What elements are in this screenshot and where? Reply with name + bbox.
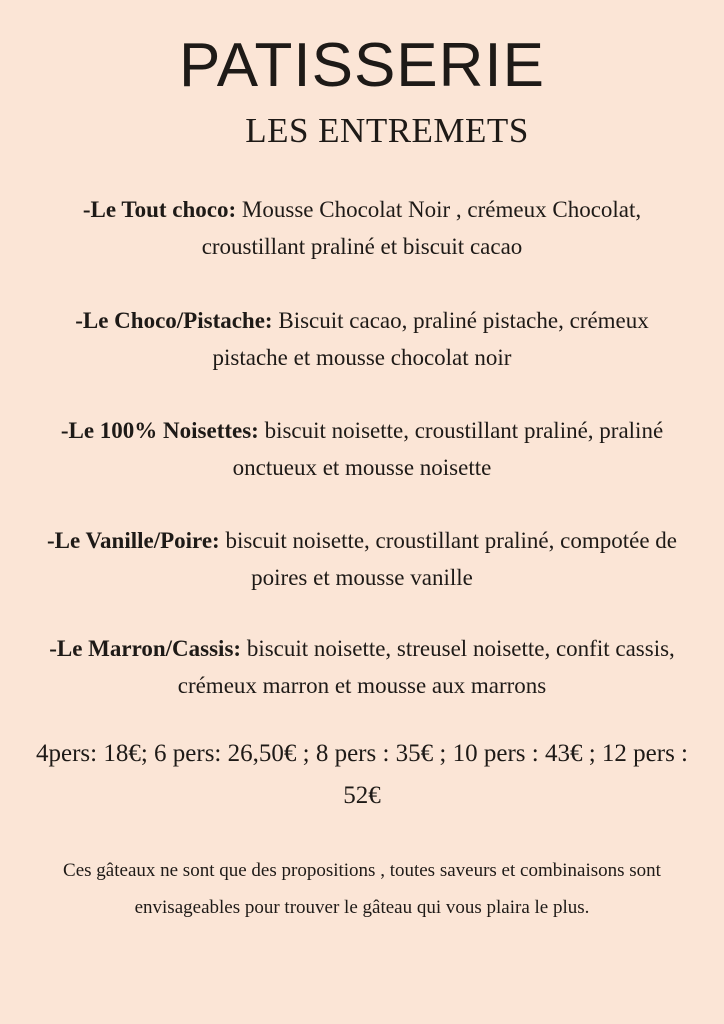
menu-item-noisettes bbox=[40, 412, 684, 486]
menu-item-name: -Le Tout choco: bbox=[82, 197, 237, 222]
menu-item-choco-pistache bbox=[40, 302, 684, 376]
menu-item-description: biscuit noisette, croustillant praliné, compotée de poires et mousse vanille bbox=[225, 528, 678, 590]
menu-item-name: -Le Choco/Pistache: bbox=[75, 308, 273, 333]
menu-item-marron-cassis bbox=[40, 630, 684, 704]
menu-item-description: biscuit noisette, streusel noisette, confit cassis, crémeux marron et mousse aux marrons bbox=[177, 636, 675, 698]
menu-item-description: Mousse Chocolat Noir , crémeux Chocolat, croustillant praliné et biscuit cacao bbox=[201, 197, 642, 259]
footer-note: Ces gâteaux ne sont que des propositions , toutes saveurs et combinaisons sont envisageables pour trouver le gâteau qui vous plaira le plus. bbox=[63, 860, 661, 918]
section-subtitle: LES ENTREMETS bbox=[245, 111, 529, 150]
menu-item-description: biscuit noisette, croustillant praliné, praliné onctueux et mousse noisette bbox=[232, 418, 664, 480]
price-list: 4pers: 18€; 6 pers: 26,50€ ; 8 pers : 35€ ; 10 pers : 43€ ; 12 pers : 52€ bbox=[35, 740, 688, 809]
menu-item-name: -Le Vanille/Poire: bbox=[46, 528, 220, 553]
menu-item-tout-choco bbox=[40, 191, 684, 265]
menu-item-description: Biscuit cacao, praliné pistache, crémeux pistache et mousse chocolat noir bbox=[212, 308, 649, 370]
menu-item-name: -Le Marron/Cassis: bbox=[49, 636, 242, 661]
page-title: PATISSERIE bbox=[178, 31, 545, 100]
menu-item-name: -Le 100% Noisettes: bbox=[60, 418, 259, 443]
menu-item-vanille-poire bbox=[40, 522, 684, 596]
